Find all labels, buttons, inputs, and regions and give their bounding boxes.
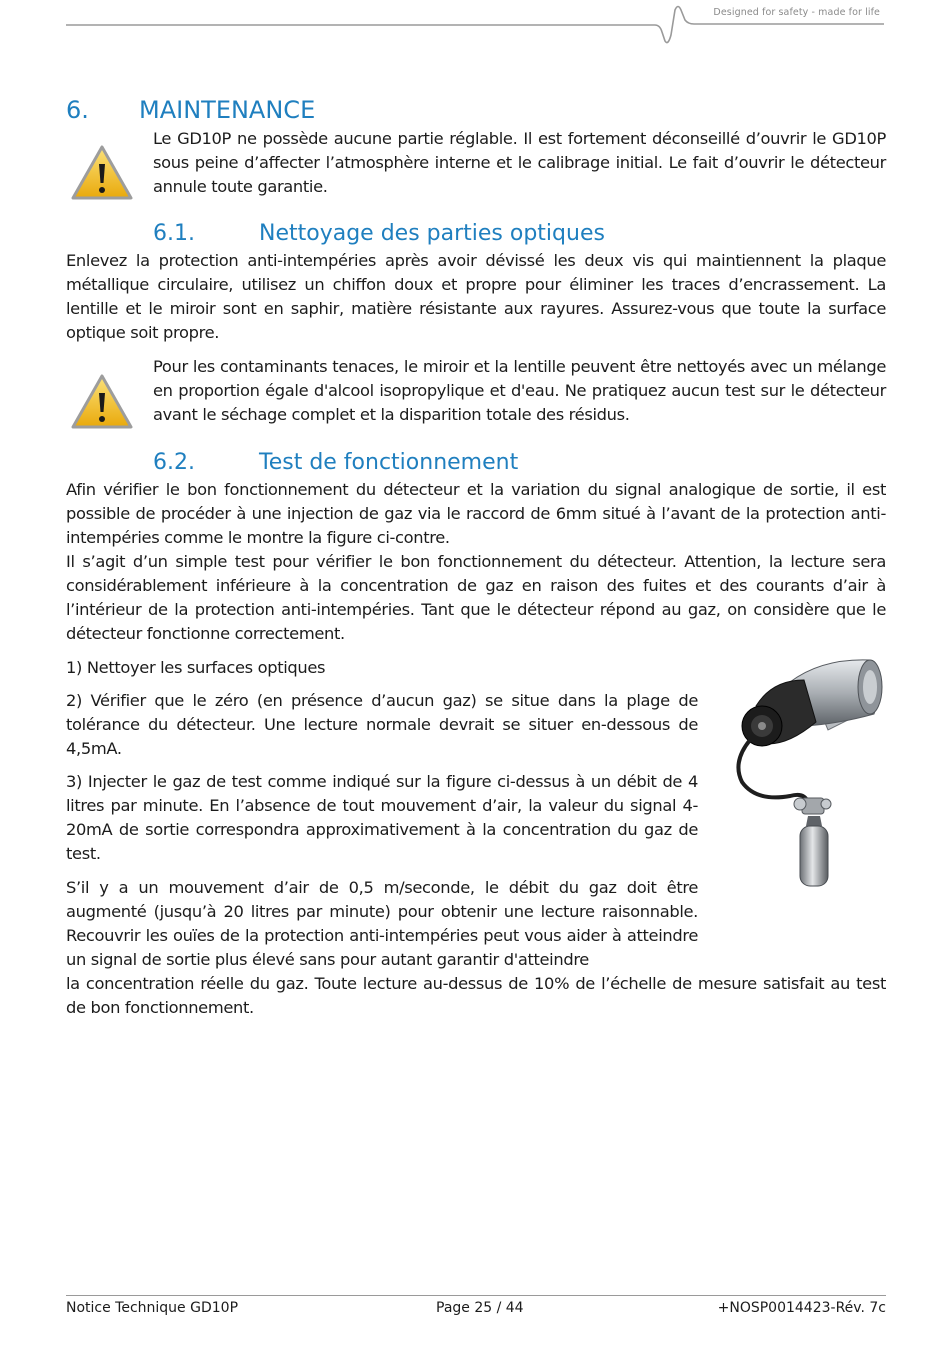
warning-triangle-icon: [70, 144, 134, 202]
section-6-2-explanation: Il s’agit d’un simple test pour vérifier le bon fonctionnement du détecteur. Attention, la lecture sera considérablement inférieure à la concentration de gaz en raison des fuites et des courants d’air à l’intérieur de la protection anti-intempéries. Tant que le détecteur répond au gaz, on considère que le détecteur fonctionne correctement.: [66, 552, 886, 643]
section-6-2-heading: [153, 450, 518, 475]
section-6-2-number: 6.2.: [153, 450, 195, 475]
section-6-1-number: 6.1.: [153, 221, 195, 246]
section-6-1-body: Enlevez la protection anti-intempéries après avoir dévissé les deux vis qui maintiennent la plaque métallique circulaire, utilisez un chiffon doux et propre pour éliminer les traces d’encrassement. La lentille et le miroir sont en saphir, matière résistante aux rayures. Assurez-vous que toute la surface optique soit propre.: [66, 251, 886, 342]
section-6-number: 6.: [66, 96, 89, 124]
warning-triangle-icon: [70, 373, 134, 431]
section-6-1-warning-text: Pour les contaminants tenaces, le miroir et la lentille peuvent être nettoyés avec un mélange en proportion égale d'alcool isopropylique et d'eau. Ne pratiquez aucun test sur le détecteur avant le séchage complet et la disparition totale des résidus.: [153, 357, 886, 424]
gas-detector-illustration: [730, 654, 890, 894]
section-6-2-title: Test de fonctionnement: [259, 450, 519, 475]
footer-document-title: Notice Technique GD10P: [66, 1300, 239, 1316]
footer-document-reference: +NOSP0014423-Rév. 7c: [717, 1300, 886, 1316]
airflow-text-continued: la concentration réelle du gaz. Toute lecture au-dessus de 10% de l’échelle de mesure satisfait au test de bon fonctionnement.: [66, 974, 886, 1017]
footer-page-number: Page 25 / 44: [436, 1300, 524, 1316]
section-6-heading: [66, 96, 315, 124]
section-6-title: MAINTENANCE: [139, 96, 316, 124]
header-tagline: Designed for safety - made for life: [713, 7, 880, 18]
section-6-2-intro: Afin vérifier le bon fonctionnement du détecteur et la variation du signal analogique de sortie, il est possible de procéder à une injection de gaz via le raccord de 6mm situé à l’avant de la protection anti-intempéries comme le montre la figure ci-contre.: [66, 480, 886, 547]
section-6-warning-text: Le GD10P ne possède aucune partie réglable. Il est fortement déconseillé d’ouvrir le GD10P sous peine d’affecter l’atmosphère interne et le calibrage initial. Le fait d’ouvrir le détecteur annule toute garantie.: [153, 129, 886, 196]
section-6-1-title: Nettoyage des parties optiques: [259, 221, 605, 246]
section-6-1-heading: [153, 221, 605, 246]
step-2-text: 2) Vérifier que le zéro (en présence d’aucun gaz) se situe dans la plage de tolérance du détecteur. Une lecture normale devrait se situer en-dessous de 4,5mA.: [66, 691, 698, 758]
step-1-text: 1) Nettoyer les surfaces optiques: [66, 658, 326, 677]
footer-rule: [66, 1295, 886, 1296]
airflow-text: S’il y a un mouvement d’air de 0,5 m/seconde, le débit du gaz doit être augmenté (jusqu’à 20 litres par minute) pour obtenir une lecture raisonnable. Recouvrir les ouïes de la protection anti-intempéries peut vous aider à atteindre un signal de sortie plus élevé sans pour autant garantir d'atteindre: [66, 878, 698, 969]
step-3-text: 3) Injecter le gaz de test comme indiqué sur la figure ci-dessus à un débit de 4 litres par minute. En l’absence de tout mouvement d’air, la valeur du signal 4-20mA de sortie correspondra approximativement à la concentration du gaz de test.: [66, 772, 698, 863]
